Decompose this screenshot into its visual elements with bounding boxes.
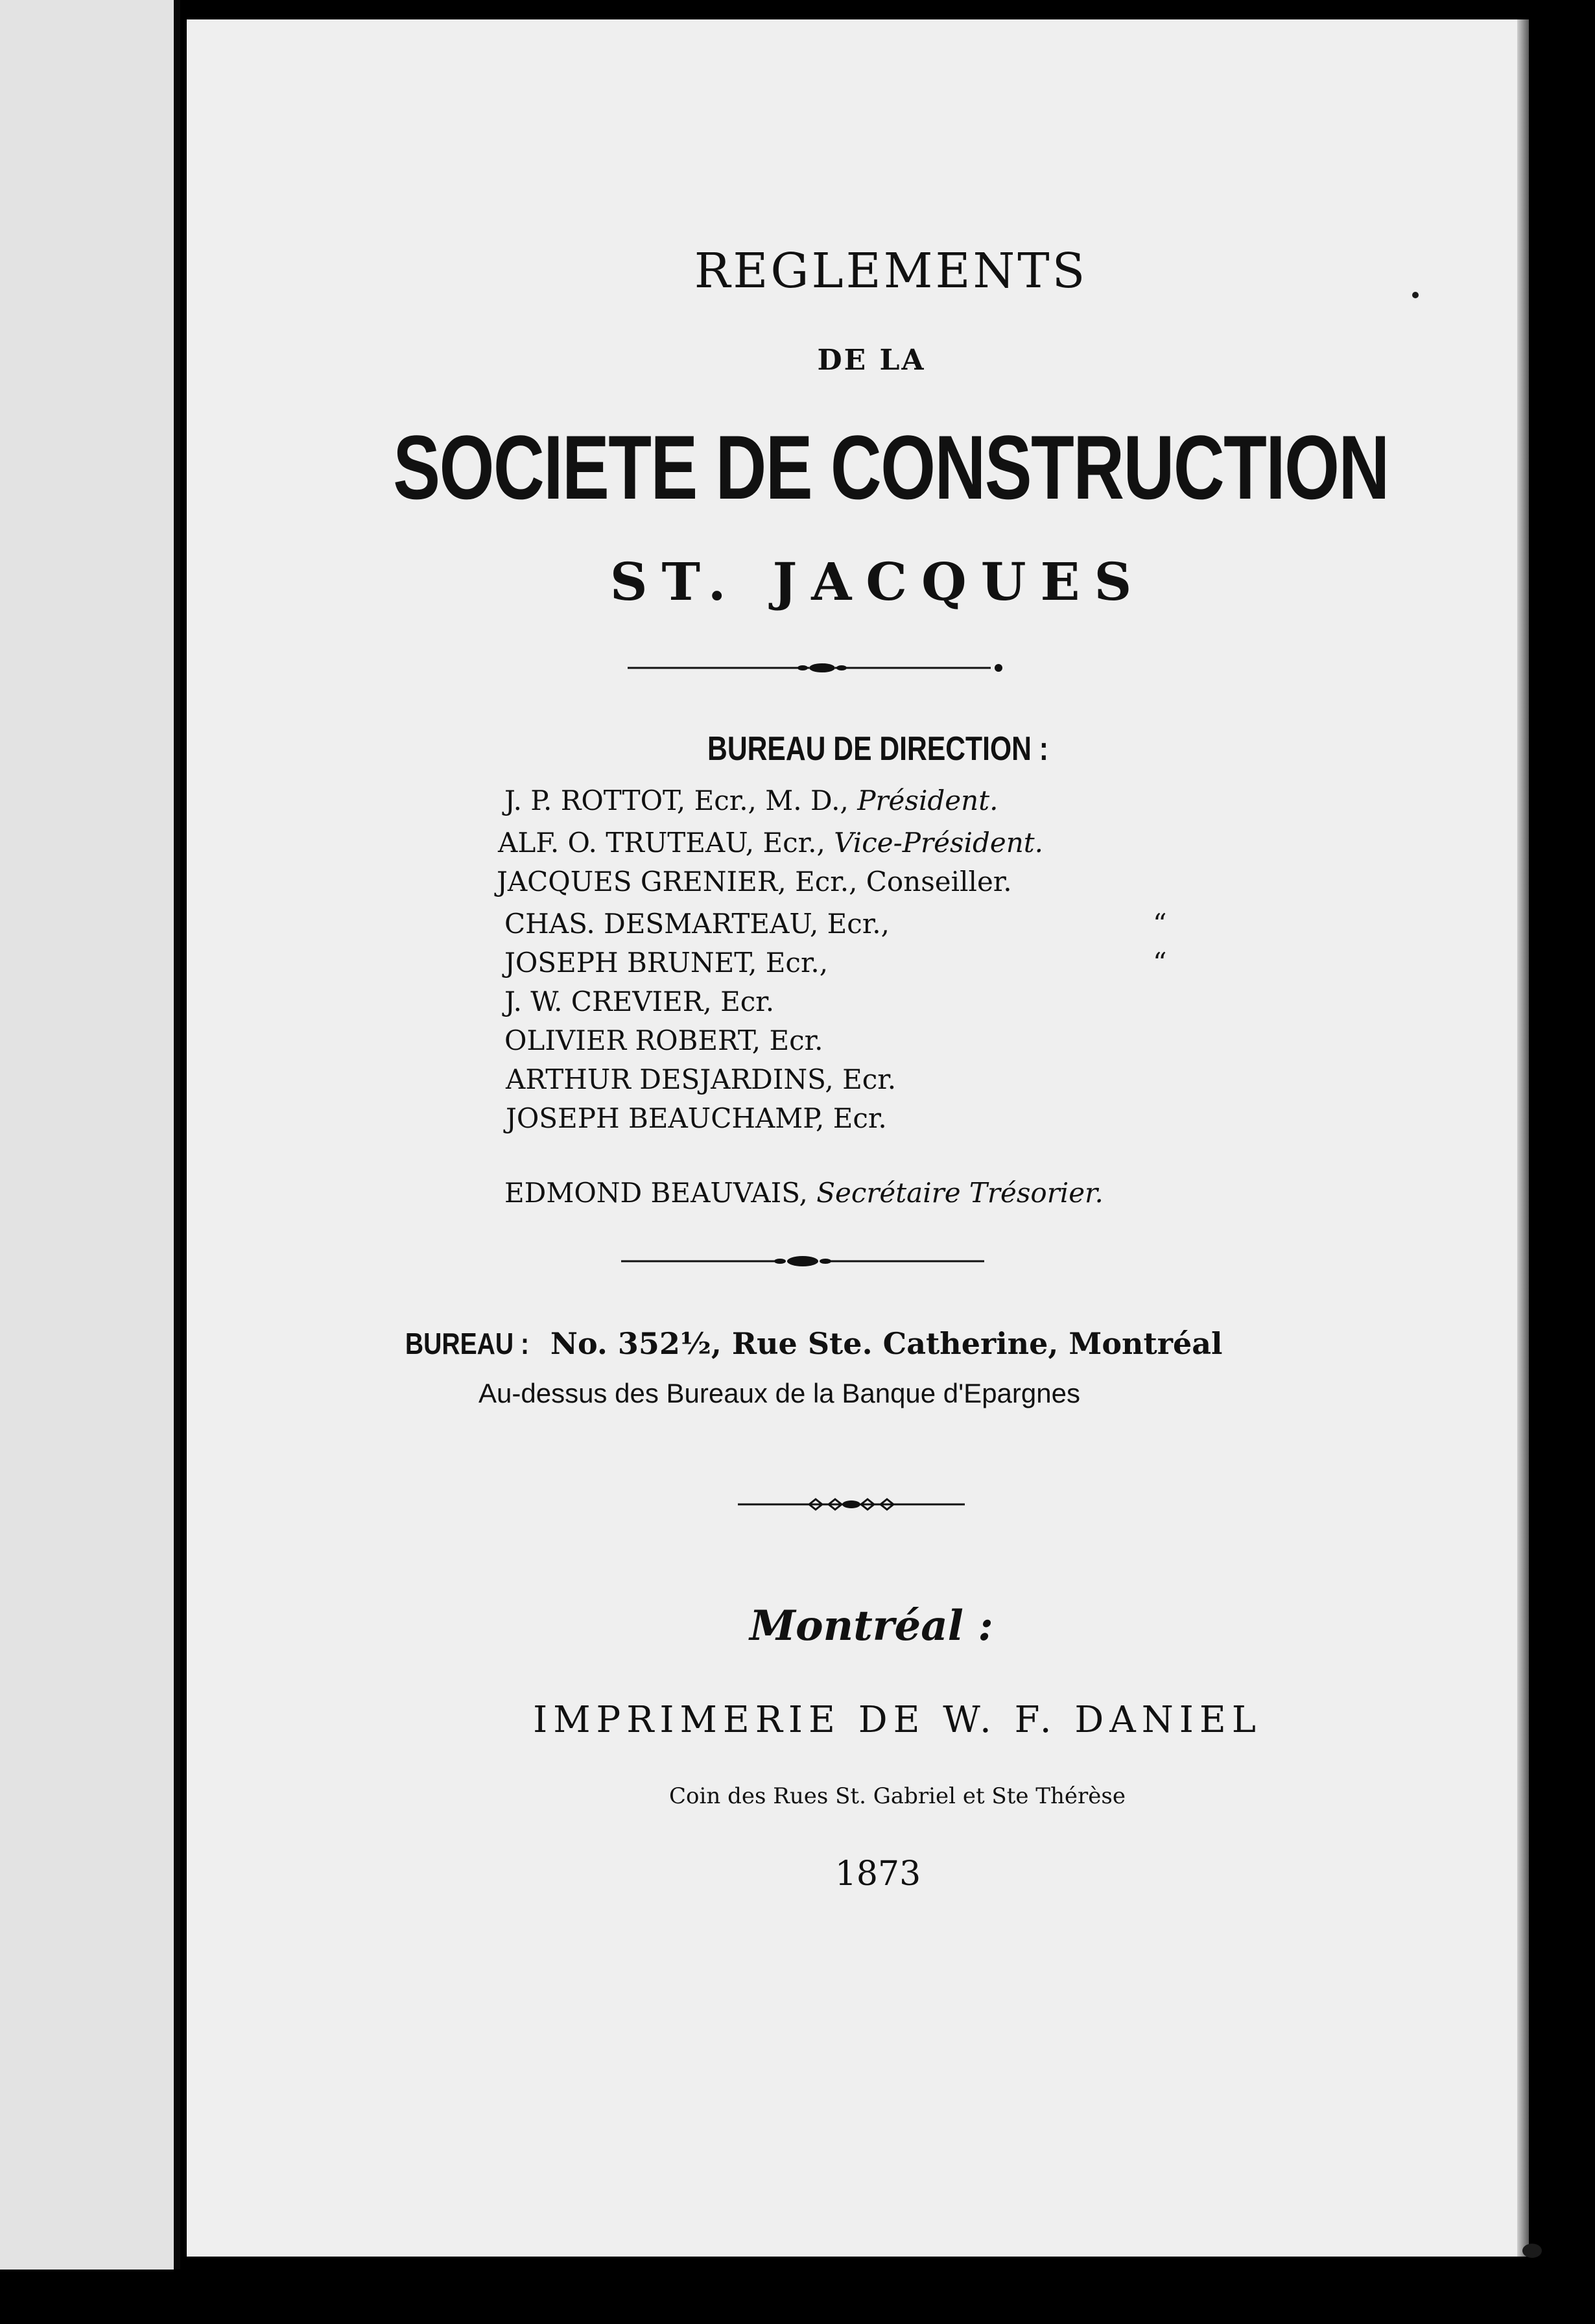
printer-address: Coin des Rues St. Gabriel et Ste Thérèse [669,1783,1126,1809]
member-role: Vice-Président. [834,827,1043,859]
board-member [504,908,1167,940]
ditto-mark: “ [1153,947,1167,978]
title-page [187,19,1517,2257]
member-name: CHAS. DESMARTEAU, Ecr., [504,908,890,940]
board-member [506,1063,896,1095]
secretary-role: Secrétaire Trésorier. [816,1177,1104,1209]
board-member [498,827,1043,859]
secretary-name: EDMOND BEAUVAIS, [504,1177,808,1209]
office-line [394,1326,1223,1361]
member-name: ARTHUR DESJARDINS, Ecr. [506,1063,897,1095]
member-name: J. P. ROTTOT, Ecr., M. D., [504,785,849,816]
board-member [504,785,998,816]
board-member [506,1102,887,1134]
ornament-divider-top [628,655,1004,681]
member-name: J. W. CREVIER, Ecr. [504,986,775,1017]
secretary-line [504,1177,1104,1209]
ink-speck [1412,292,1419,298]
facing-page [0,0,180,2270]
member-role: Président. [857,785,998,816]
board-member [504,947,1167,978]
publication-year: 1873 [834,1855,921,1893]
board-heading: BUREAU DE DIRECTION : [707,730,1048,768]
ornament-divider-bottom [738,1491,965,1517]
member-name: JOSEPH BRUNET, Ecr., [504,947,829,978]
member-name: JACQUES GRENIER, Ecr., Conseiller. [497,866,1012,897]
member-name: ALF. O. TRUTEAU, Ecr., [498,827,825,859]
printer-name: IMPRIMERIE DE W. F. DANIEL [533,1699,1262,1741]
page-gutter [174,0,180,2270]
board-member [504,986,774,1017]
heading-connector: DE LA [817,344,926,377]
heading-reglements: REGLEMENTS [694,243,1088,299]
office-label: BUREAU : [405,1327,530,1360]
office-note: Au-dessus des Bureaux de la Banque d'Epargnes [478,1378,1080,1408]
city-name: Montréal : [750,1602,993,1650]
ornament-divider-middle [621,1248,984,1274]
member-name: JOSEPH BEAUCHAMP, Ecr. [506,1102,887,1134]
board-member [504,1025,823,1056]
ink-speck [1522,2244,1542,2258]
member-name: OLIVIER ROBERT, Ecr. [504,1025,823,1056]
society-title: SOCIETE DE CONSTRUCTION [393,416,1389,518]
board-member [497,866,1012,897]
office-address: No. 352½, Rue Ste. Catherine, Montréal [550,1326,1223,1361]
ditto-mark: “ [1153,908,1167,940]
society-subtitle: ST. JACQUES [609,551,1146,612]
